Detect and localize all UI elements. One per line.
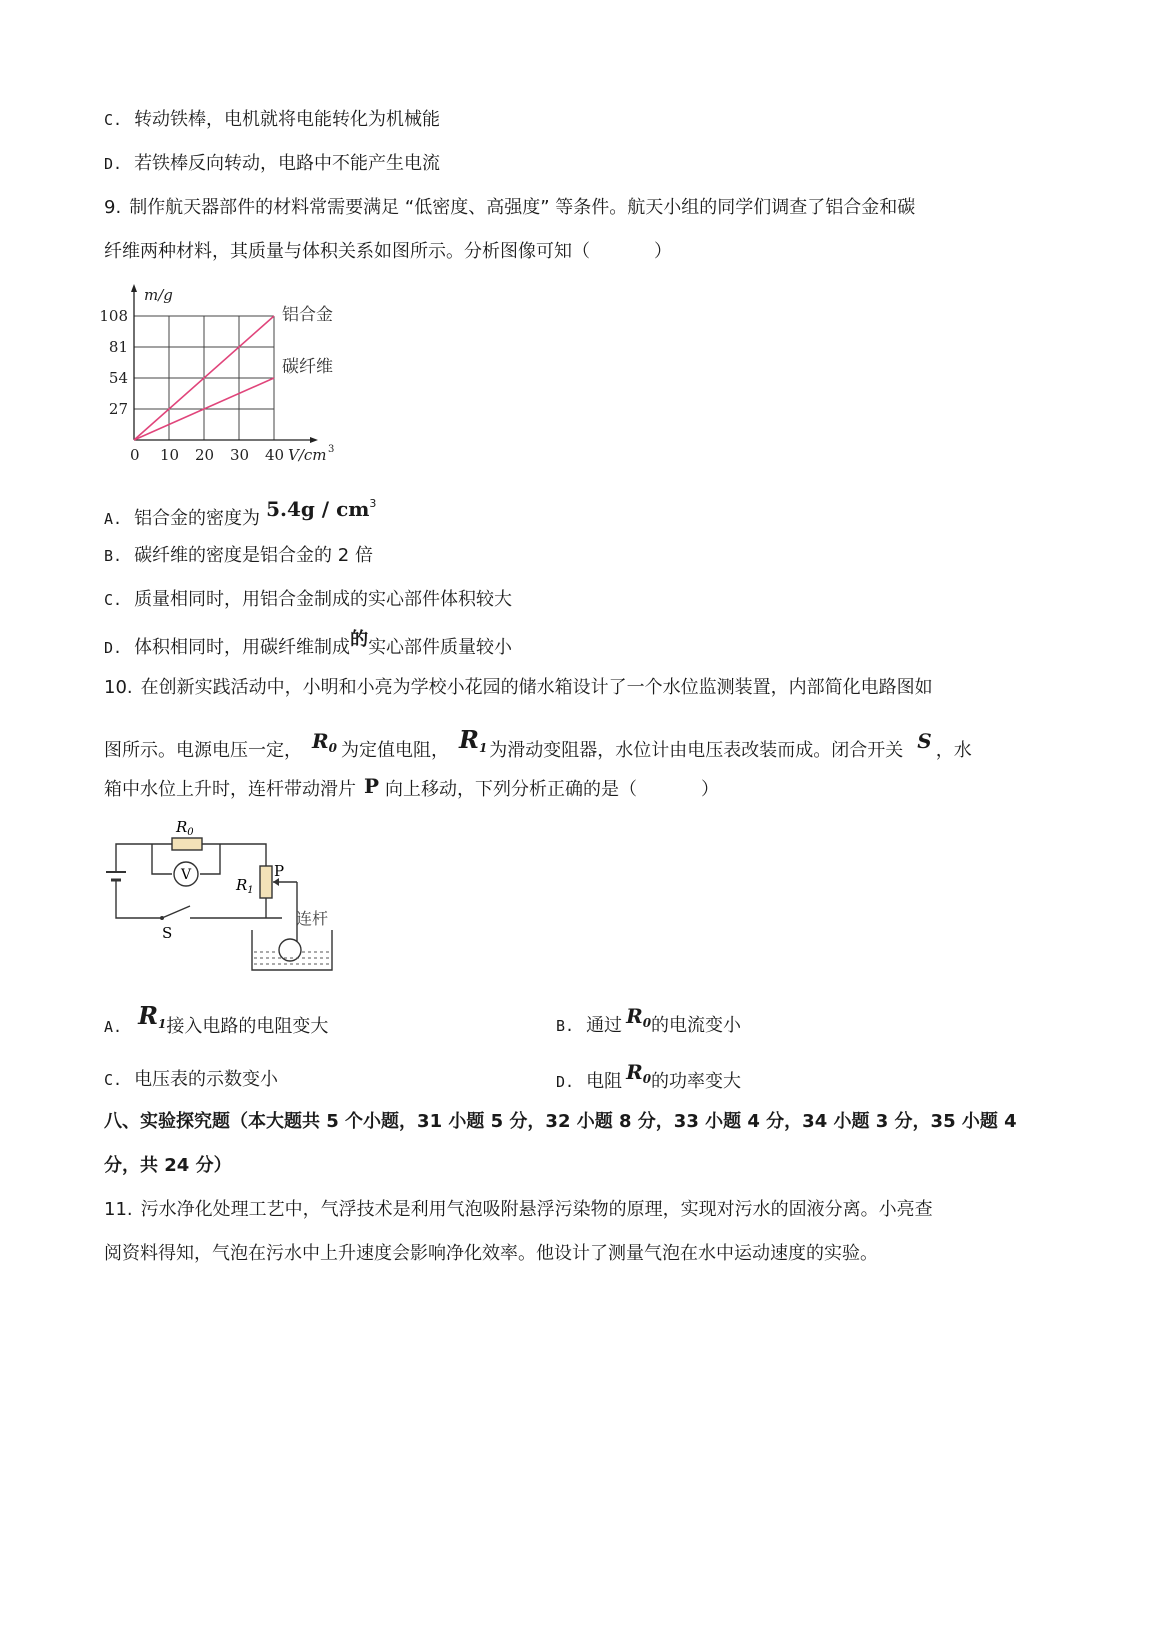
r0-subscript: 0 bbox=[642, 1016, 652, 1030]
section-heading-line2: 分，共 24 分） bbox=[104, 1155, 232, 1176]
wire-voltmeter-left bbox=[152, 844, 172, 874]
option-letter: B. bbox=[556, 1017, 575, 1035]
option-text: 铝合金的密度为 bbox=[134, 508, 261, 529]
r0-subscript: 0 bbox=[642, 1072, 652, 1086]
option-letter: D. bbox=[104, 639, 123, 657]
r1-main: R bbox=[458, 725, 479, 754]
option-text: 电压表的示数变小 bbox=[134, 1069, 279, 1090]
option-text: 电阻 bbox=[586, 1071, 623, 1092]
x-tick-label: 20 bbox=[195, 446, 215, 464]
r0-main: R bbox=[626, 1060, 643, 1084]
y-tick-label: 54 bbox=[108, 369, 128, 387]
q10-option-b bbox=[556, 1004, 742, 1043]
r0-subscript: 0 bbox=[328, 741, 337, 755]
y-axis-label: m/g bbox=[144, 286, 173, 304]
q8-option-d bbox=[104, 152, 440, 176]
q10-stem-line2 bbox=[104, 725, 972, 768]
y-axis-arrow-icon bbox=[131, 284, 137, 292]
option-text: 碳纤维的密度是铝合金的 2 倍 bbox=[134, 545, 373, 566]
r1-subscript: 1 bbox=[158, 1017, 167, 1031]
r1-symbol bbox=[459, 725, 487, 754]
q9-stem-line2 bbox=[104, 240, 672, 264]
switch-label: S bbox=[162, 924, 173, 942]
section-heading-line1: 八、实验探究题（本大题共 5 个小题，31 小题 5 分，32 小题 8 分，33 小题 4 分，34 小题 3 分，35 小题 4 bbox=[104, 1111, 1017, 1132]
r0-symbol bbox=[312, 729, 337, 753]
q9-option-d bbox=[104, 629, 513, 660]
question-number: 10. bbox=[104, 677, 133, 698]
option-text: 接入电路的电阻变大 bbox=[166, 1016, 329, 1037]
q9-option-b bbox=[104, 544, 373, 568]
switch-symbol: S bbox=[917, 729, 932, 753]
option-text: 若铁棒反向转动，电路中不能产生电流 bbox=[134, 153, 441, 174]
q10-option-d bbox=[556, 1060, 742, 1099]
option-letter: C. bbox=[104, 591, 123, 609]
option-text: 实心部件质量较小 bbox=[368, 637, 513, 658]
q9-stem-line1 bbox=[104, 196, 915, 220]
series-label: 铝合金 bbox=[282, 305, 333, 325]
circuit-diagram bbox=[100, 812, 340, 982]
q10-stem-line1 bbox=[104, 676, 933, 700]
option-letter: D. bbox=[104, 155, 123, 173]
option-text: 通过 bbox=[586, 1015, 623, 1036]
switch-lever bbox=[162, 906, 190, 918]
option-letter: D. bbox=[556, 1073, 575, 1091]
mass-volume-chart bbox=[96, 282, 356, 472]
switch-pivot bbox=[160, 916, 164, 920]
option-letter: B. bbox=[104, 547, 123, 565]
r0-symbol bbox=[626, 1004, 651, 1028]
y-tick-label: 27 bbox=[108, 400, 128, 418]
option-text: 的功率变大 bbox=[651, 1071, 742, 1092]
stem-text: 为滑动变阻器，水位计由电压表改装而成。闭合开关 bbox=[489, 740, 904, 761]
r0-main: R bbox=[312, 729, 329, 753]
r0-resistor bbox=[172, 838, 202, 850]
r1-symbol bbox=[138, 1001, 166, 1030]
question-number: 9. bbox=[104, 197, 122, 218]
stem-text: 纤维两种材料，其质量与体积关系如图所示。分析图像可知（ bbox=[104, 241, 590, 262]
x-axis-label-exponent: 3 bbox=[328, 444, 335, 455]
r1-label: $R_1$ bbox=[236, 876, 254, 896]
stem-text: 向上移动，下列分析正确的是（ bbox=[385, 779, 638, 800]
stem-text: 图所示。电源电压一定， bbox=[104, 740, 302, 761]
wire-voltmeter-right bbox=[200, 844, 220, 874]
voltmeter-label: V bbox=[181, 867, 192, 883]
wire-left-bottom bbox=[116, 880, 162, 918]
stem-text: 箱中水位上升时，连杆带动滑片 bbox=[104, 779, 356, 800]
option-text: 转动铁棒，电机就将电能转化为机械能 bbox=[134, 109, 441, 130]
stem-text: 制作航天器部件的材料常需要满足 “低密度、高强度” 等条件。航天小组的同学们调查了铝合金和碳 bbox=[129, 197, 916, 218]
stem-text: 在创新实践活动中，小明和小亮为学校小花园的储水箱设计了一个水位监测装置，内部简化电路图如 bbox=[140, 677, 933, 698]
r1-rheostat bbox=[260, 866, 272, 898]
r0-symbol bbox=[626, 1060, 651, 1084]
y-tick-label: 108 bbox=[99, 307, 128, 325]
y-tick-label: 81 bbox=[108, 338, 128, 356]
q9-option-a bbox=[104, 497, 377, 531]
series-label: 碳纤维 bbox=[282, 357, 333, 377]
option-text: 体积相同时，用碳纤维制成 bbox=[134, 637, 351, 658]
x-tick-label: 40 bbox=[265, 446, 285, 464]
x-tick-label: 10 bbox=[160, 446, 180, 464]
q11-stem-line2: 阅资料得知，气泡在污水中上升速度会影响净化效率。他设计了测量气泡在水中运动速度的实验。 bbox=[104, 1243, 878, 1264]
p-label: P bbox=[274, 862, 285, 880]
option-text: 质量相同时，用铝合金制成的实心部件体积较大 bbox=[134, 589, 513, 610]
option-letter: A. bbox=[104, 510, 123, 528]
density-value: 5.4g / cm bbox=[266, 497, 370, 521]
r1-subscript: 1 bbox=[478, 741, 488, 755]
option-letter: A. bbox=[104, 1018, 123, 1036]
paren-close: ） bbox=[701, 779, 720, 800]
q8-option-c bbox=[104, 108, 440, 132]
option-text: 的电流变小 bbox=[651, 1015, 742, 1036]
stem-text: 为定值电阻， bbox=[340, 740, 449, 761]
x-axis-arrow-icon bbox=[310, 437, 318, 443]
r1-main: R bbox=[138, 1001, 159, 1030]
x-axis-label: V/cm bbox=[288, 446, 327, 464]
q9-option-c bbox=[104, 588, 512, 612]
stem-text: ，水 bbox=[935, 740, 972, 761]
stem-text: 污水净化处理工艺中，气浮技术是利用气泡吸附悬浮污染物的原理，实现对污水的固液分离。小亮查 bbox=[140, 1199, 933, 1220]
question-number: 11. bbox=[104, 1199, 133, 1220]
slider-symbol: P bbox=[364, 774, 380, 798]
r0-label: $R_0$ bbox=[176, 818, 194, 838]
x-tick-label: 30 bbox=[230, 446, 250, 464]
option-text-raised: 的 bbox=[350, 629, 369, 650]
density-unit-exponent: 3 bbox=[369, 497, 377, 510]
q11-stem-line1 bbox=[104, 1198, 933, 1222]
q10-stem-line3 bbox=[104, 776, 719, 802]
q10-option-c bbox=[104, 1068, 278, 1092]
option-letter: C. bbox=[104, 111, 123, 129]
option-letter: C. bbox=[104, 1071, 123, 1089]
rod-label: 连杆 bbox=[296, 909, 329, 928]
x-tick-label: 0 bbox=[130, 446, 140, 464]
r0-main: R bbox=[626, 1004, 643, 1028]
q10-option-a bbox=[104, 1001, 329, 1044]
paren-close: ） bbox=[654, 241, 672, 262]
